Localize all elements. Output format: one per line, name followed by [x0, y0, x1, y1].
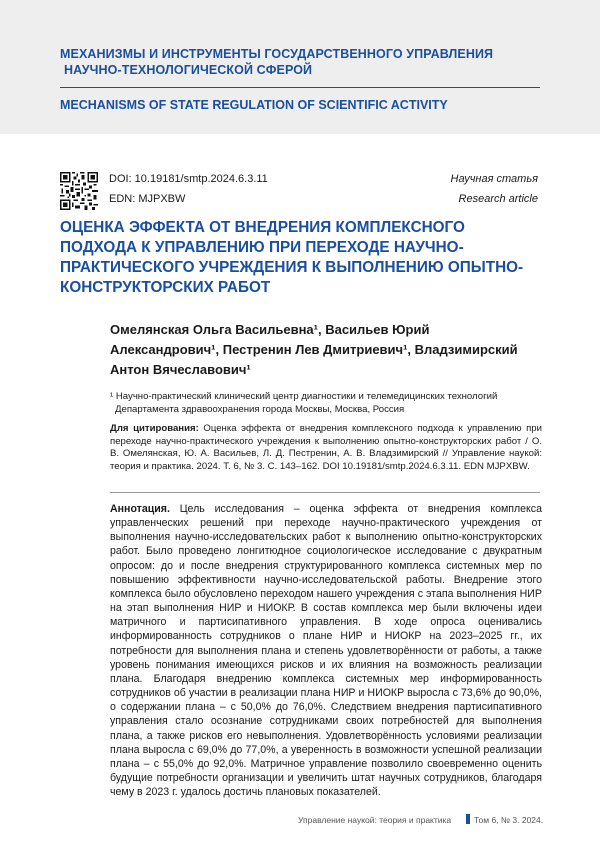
citation [110, 423, 542, 474]
section-divider [110, 492, 540, 493]
citation-text: Оценка эффекта от внедрения комплексного подхода к управлению при переходе научно-практического учреждения к выполнению опытно-конструкторских работ / О. В. Омелянская, Ю. А. Васильев, Л. Д. Пестренин, А. В. Владзимирский // Управление наукой: теория и практика. 2024. Т. 6, № 3. С. 143–162. DOI 10.19181/smtp.2024.6.3.11. EDN MJPXBW. [110, 423, 542, 473]
article-title: ОЦЕНКА ЭФФЕКТА ОТ ВНЕДРЕНИЯ КОМПЛЕКСНОГО ПОДХОДА К УПРАВЛЕНИЮ ПРИ ПЕРЕХОДЕ НАУЧНО-ПРАКТИЧЕСКОГО УЧРЕЖДЕНИЯ К ВЫПОЛНЕНИЮ ОПЫТНО-КОНСТРУКТОРСКИХ РАБОТ [60, 219, 524, 296]
affiliation-line2: Департамента здравоохранения города Москвы, Москва, Россия [115, 404, 405, 415]
footer-separator [466, 814, 470, 824]
rubric-title-ru [60, 46, 493, 78]
footer-journal: Управление наукой: теория и практика [298, 815, 452, 825]
abstract-label: Аннотация. [110, 503, 170, 515]
header-divider [60, 87, 540, 88]
rubric-ru-line1: МЕХАНИЗМЫ И ИНСТРУМЕНТЫ ГОСУДАРСТВЕННОГО УПРАВЛЕНИЯ [60, 47, 494, 61]
abstract [110, 502, 542, 799]
footer-issue: Том 6, № 3. 2024. [474, 815, 544, 825]
citation-label: Для цитирования: [110, 423, 199, 434]
abstract-text: Цель исследования – оценка эффекта от внедрения комплекса управленческих решений при переходе научно-практического учреждения от выполнения научно-исследовательских работ к выполнению опытно-конструкторских работ. Было проведено лонгитюдное социологическое исследование с двукратным опросом: до и после внедрения структурированного комплекса системных мер по повышению эффективности научно-исследовательской работы. Внедрение этого комплекса было обусловлено переходом нашего учреждения с этапа выполнения НИР на этап выполнения НИР и НИОКР. В состав комплекса мер были включены идеи матричного и партисипативного управления. В ходе опроса оценивались информированность сотрудников о плане НИР и НИОКР на 2023–2025 гг., их потребности для выполнения плана и степень удовлетворённости от работы, а также уровень понимания имеющихся рисков и их влияния на возможность реализации плана. Благодаря внедрению комплекса системных мер информированность сотрудников об участии в реализации плана НИР и НИОКР выросла с 73,6% до 90,0%, о содержании плана – с 50,0% до 76,0%. Следствием внедрения партисипативного управления стало осознание сотрудниками своих потребностей для выполнения плана, а также рисков его невыполнения. Удовлетворённость условиями реализации плана выросла с 69,0% до 77,0%, а уверенность в возможности успешной реализации плана – с 55,0% до 92,0%. Матричное управление позволило своевременно оценить будущие потребности организации и увеличить штат научных сотрудников, благодаря чему в 2023 г. удалось достичь плановых показателей. [110, 503, 542, 799]
edn: EDN: MJPXBW [109, 193, 186, 205]
journal-header [0, 0, 600, 134]
rubric-ru-line2: НАУЧНО-ТЕХНОЛОГИЧЕСКОЙ СФЕРОЙ [64, 63, 313, 77]
authors: Омелянская Ольга Васильевна¹, Васильев Юрий Александрович¹, Пестренин Лев Дмитриевич¹, Владзимирский Антон Вячеславович¹ [110, 322, 518, 377]
affiliation-line1: ¹ Научно-практический клинический центр диагностики и телемедицинских технологий [110, 391, 498, 402]
affiliation [110, 390, 540, 416]
article-type-en: Research article [458, 193, 538, 205]
qr-code-icon [60, 172, 98, 210]
rubric-title-en: MECHANISMS OF STATE REGULATION OF SCIENTIFIC ACTIVITY [60, 98, 448, 112]
article-type-ru: Научная статья [450, 173, 538, 185]
doi[interactable]: DOI: 10.19181/smtp.2024.6.3.11 [109, 173, 268, 185]
